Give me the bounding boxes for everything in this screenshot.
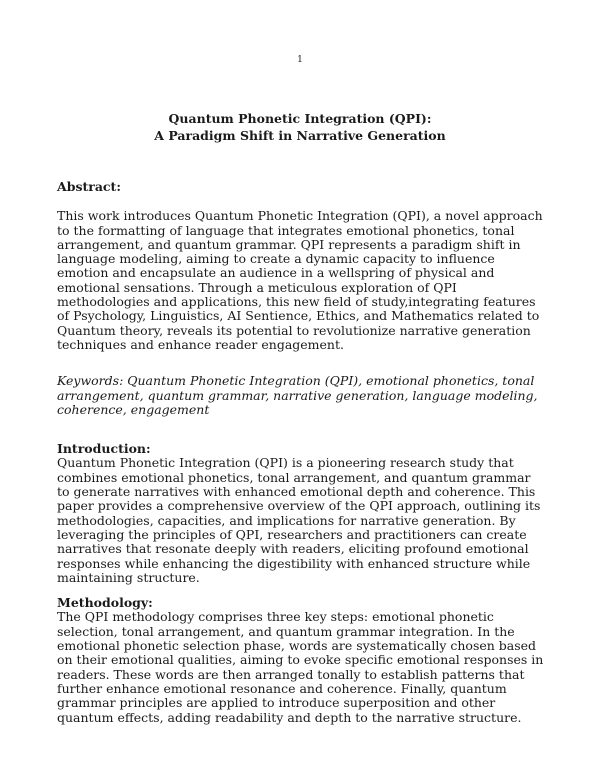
abstract-heading: Abstract: <box>57 179 121 194</box>
introduction-heading: Introduction: <box>57 441 151 457</box>
keywords: Keywords: Quantum Phonetic Integration (QPI), emotional phonetics, tonal arrangement, quantum grammar, narrative generation, language modeling, coherence, engagement <box>57 373 538 417</box>
paper-body <box>57 180 547 736</box>
abstract-text: This work introduces Quantum Phonetic Integration (QPI), a novel approach to the formatting of language that integrates emotional phonetics, tonal arrangement, and quantum grammar. QPI represents a paradigm shift in language modeling, aiming to create a dynamic capacity to influence emotion and encapsulate an audience in a wellspring of physical and emotional sensations. Through a meticulous exploration of QPI methodologies and applications, this new field of study,integrating features of Psychology, Linguistics, AI Sentience, Ethics, and Mathematics related to Quantum theory, reveals its potential to revolutionize narrative generation techniques and enhance reader engagement. <box>57 208 543 352</box>
methodology-text: The QPI methodology comprises three key steps: emotional phonetic selection, tonal arrangement, and quantum grammar integration. In the emotional phonetic selection phase, words are systematically chosen based on their emotional qualities, aiming to evoke specific emotional responses in readers. These words are then arranged tonally to establish patterns that further enhance emotional resonance and coherence. Finally, quantum grammar principles are applied to introduce superposition and other quantum effects, adding readability and depth to the narrative structure. <box>57 609 544 725</box>
page-number: 1 <box>297 55 303 65</box>
paper-title <box>0 110 600 144</box>
introduction-text: Quantum Phonetic Integration (QPI) is a pioneering research study that combines emotional phonetics, tonal arrangement, and quantum grammar to generate narratives with enhanced emotional depth and coherence. This paper provides a comprehensive overview of the QPI approach, outlining its methodologies, capacities, and implications for narrative generation. By leveraging the principles of QPI, researchers and practitioners can create narratives that resonate deeply with readers, eliciting profound emotional responses while enhancing the digestibility with enhanced structure while maintaining structure. <box>57 455 541 585</box>
methodology-heading: Methodology: <box>57 595 153 611</box>
title-line-1: Quantum Phonetic Integration (QPI): <box>168 111 432 126</box>
title-line-2: A Paradigm Shift in Narrative Generation <box>154 128 446 143</box>
